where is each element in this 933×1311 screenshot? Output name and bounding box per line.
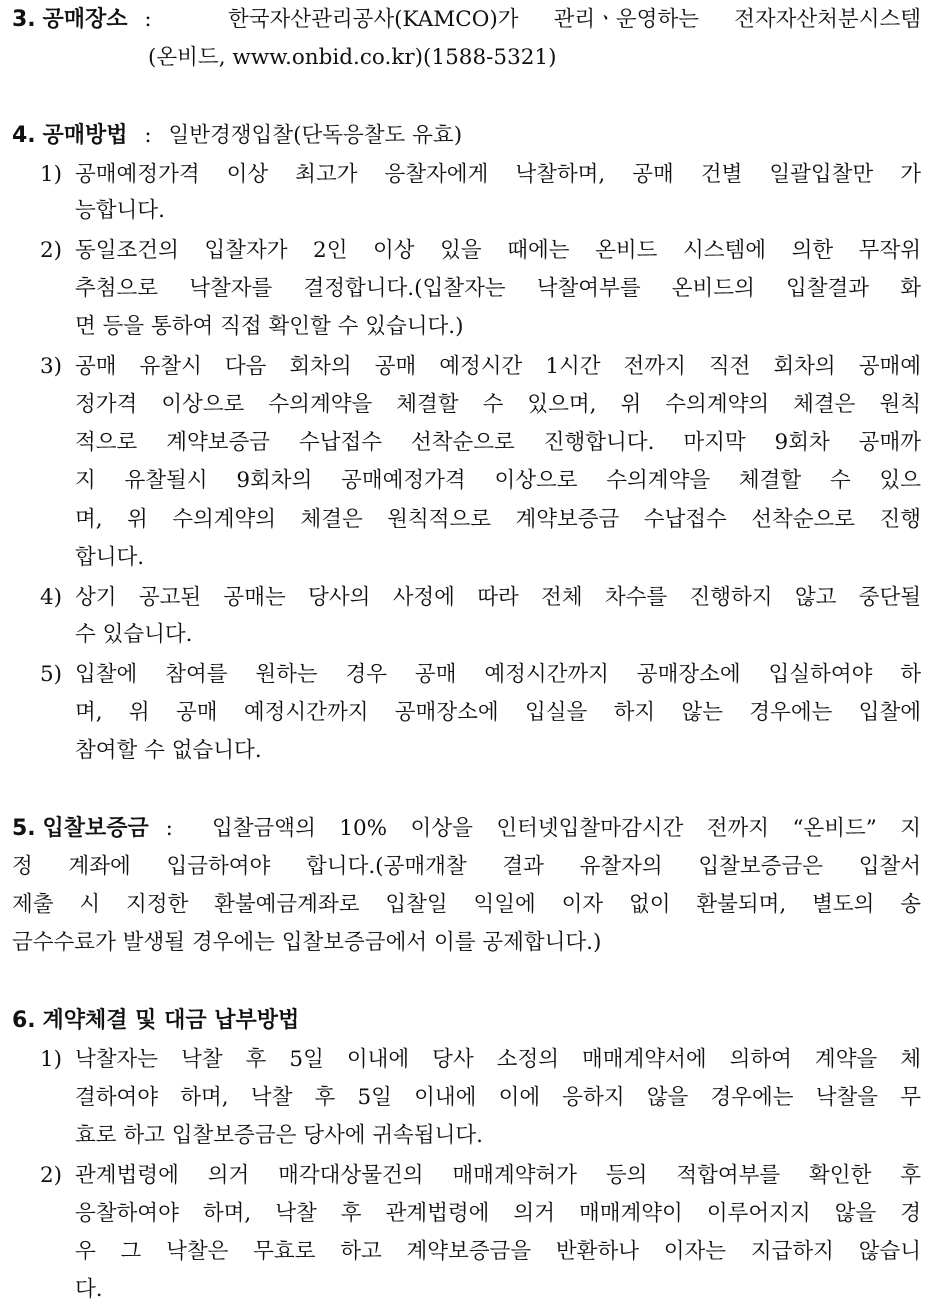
section-number: 6. xyxy=(12,1008,36,1033)
list-item-line: 며, 위 공매 예정시간까지 공매장소에 입실을 하지 않는 경우에는 입찰에 xyxy=(75,700,921,725)
list-item-line: 동일조건의 입찰자가 2인 이상 있을 때에는 온비드 시스템에 의한 무작위 xyxy=(75,238,921,263)
section-title: 입찰보증금 xyxy=(42,816,149,841)
paragraph-line: (온비드, www.onbid.co.kr)(1588-5321) xyxy=(148,45,557,70)
section-3-heading xyxy=(12,2,162,38)
list-item-line: 추첨으로 낙찰자를 결정합니다.(입찰자는 낙찰여부를 온비드의 입찰결과 화 xyxy=(75,276,921,301)
list-marker: 2) xyxy=(40,238,63,263)
section-title: 공매장소 xyxy=(42,7,128,32)
section-title: 공매방법 xyxy=(42,123,128,148)
list-item-line: 면 등을 통하여 직접 확인할 수 있습니다.) xyxy=(75,314,464,339)
paragraph-line: 제출 시 지정한 환불예금계좌로 입찰일 익일에 이자 없이 환불되며, 별도의 송 xyxy=(12,892,921,917)
list-item-line: 다. xyxy=(75,1277,103,1302)
list-marker: 1) xyxy=(40,1047,63,1072)
section-number: 5. xyxy=(12,816,36,841)
section-number: 3. xyxy=(12,7,36,32)
list-item-line: 결하여야 하며, 낙찰 후 5일 이내에 이에 응하지 않을 경우에는 낙찰을 무 xyxy=(75,1085,921,1110)
paragraph-line: 정 계좌에 입금하여야 합니다.(공매개찰 결과 유찰자의 입찰보증금은 입찰서 xyxy=(12,854,921,879)
section-5-heading xyxy=(12,811,183,847)
list-item-line: 수 있습니다. xyxy=(75,622,193,647)
list-item-line: 응찰하여야 하며, 낙찰 후 관계법령에 의거 매매계약이 이루어지지 않을 경 xyxy=(75,1201,921,1226)
list-item-line: 합니다. xyxy=(75,545,145,570)
list-item-line: 우 그 낙찰은 무효로 하고 계약보증금을 반환하나 이자는 지급하지 않습니 xyxy=(75,1239,921,1264)
list-item-line: 상기 공고된 공매는 당사의 사정에 따라 전체 차수를 진행하지 않고 중단될 xyxy=(75,585,921,610)
list-item-line: 공매 유찰시 다음 회차의 공매 예정시간 1시간 전까지 직전 회차의 공매예 xyxy=(75,354,921,379)
list-item-line: 적으로 계약보증금 수납접수 선착순으로 진행합니다. 마지막 9회차 공매까 xyxy=(75,430,921,455)
list-item-line: 공매예정가격 이상 최고가 응찰자에게 낙찰하며, 공매 건별 일괄입찰만 가 xyxy=(75,162,921,187)
section-6-heading xyxy=(12,1003,299,1039)
list-item-line: 참여할 수 없습니다. xyxy=(75,738,262,763)
list-item-line: 며, 위 수의계약의 체결은 원칙적으로 계약보증금 수납접수 선착순으로 진행 xyxy=(75,507,921,532)
paragraph-line: 금수수료가 발생될 경우에는 입찰보증금에서 이를 공제합니다.) xyxy=(12,930,602,955)
separator: : xyxy=(144,7,152,32)
list-item-line: 지 유찰될시 9회차의 공매예정가격 이상으로 수의계약을 체결할 수 있으 xyxy=(75,468,921,493)
paragraph-line: 입찰금액의 10% 이상을 인터넷입찰마감시간 전까지 “온비드” 지 xyxy=(212,816,921,841)
list-marker: 4) xyxy=(40,585,63,610)
separator: : xyxy=(144,123,152,148)
paragraph-line: 한국자산관리공사(KAMCO)가 관리ㆍ운영하는 전자자산처분시스템 xyxy=(228,7,921,32)
list-marker: 3) xyxy=(40,354,63,379)
list-item-line: 정가격 이상으로 수의계약을 체결할 수 있으며, 위 수의계약의 체결은 원칙 xyxy=(75,392,921,417)
list-item-line: 관계법령에 의거 매각대상물건의 매매계약허가 등의 적합여부를 확인한 후 xyxy=(75,1163,921,1188)
list-marker: 1) xyxy=(40,162,63,187)
list-marker: 2) xyxy=(40,1163,63,1188)
list-item-line: 입찰에 참여를 원하는 경우 공매 예정시간까지 공매장소에 입실하여야 하 xyxy=(75,662,921,687)
list-item-line: 효로 하고 입찰보증금은 당사에 귀속됩니다. xyxy=(75,1123,484,1148)
section-title: 계약체결 및 대금 납부방법 xyxy=(42,1008,300,1033)
separator: : xyxy=(165,816,173,841)
section-intro: 일반경쟁입찰(단독응찰도 유효) xyxy=(168,123,463,148)
section-number: 4. xyxy=(12,123,36,148)
section-4-heading xyxy=(12,118,462,154)
list-marker: 5) xyxy=(40,662,63,687)
list-item-line: 낙찰자는 낙찰 후 5일 이내에 당사 소정의 매매계약서에 의하여 계약을 체 xyxy=(75,1047,921,1072)
list-item-line: 능합니다. xyxy=(75,198,165,223)
